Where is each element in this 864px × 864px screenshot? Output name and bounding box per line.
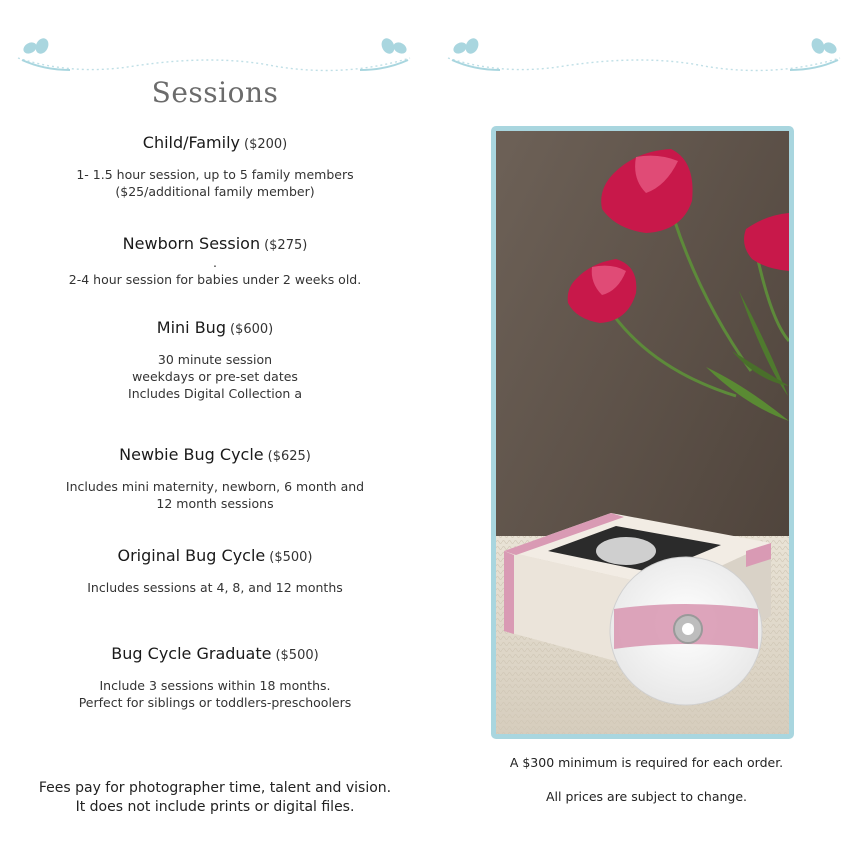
session-name: Newborn Session	[122, 234, 261, 253]
session-name: Original Bug Cycle	[117, 546, 266, 565]
session-description: Include 3 sessions within 18 months. Perfect for siblings or toddlers-preschoolers	[78, 678, 352, 710]
session-price: ($600)	[229, 322, 274, 337]
session-price: ($500)	[275, 648, 319, 663]
session-name: Bug Cycle Graduate	[111, 644, 272, 663]
session-price: ($500)	[269, 550, 313, 565]
sessions-column	[0, 0, 430, 864]
session-mini-bug	[0, 318, 430, 402]
session-description: 30 minute session weekdays or pre-set dates Includes Digital Collection a	[128, 352, 302, 401]
session-description: . 2-4 hour session for babies under 2 weeks old.	[68, 255, 362, 287]
session-newborn	[0, 234, 430, 288]
session-name: Newbie Bug Cycle	[119, 445, 264, 464]
minimum-order-note: A $300 minimum is required for each order.	[509, 755, 784, 770]
session-description: 1- 1.5 hour session, up to 5 family members ($25/additional family member)	[76, 167, 354, 199]
photo-disc	[610, 557, 762, 705]
session-child-family	[0, 133, 430, 200]
session-description: Includes sessions at 4, 8, and 12 months	[87, 580, 343, 595]
butterfly-icon	[451, 36, 480, 56]
session-newbie-bug-cycle	[0, 445, 430, 512]
session-original-bug-cycle	[0, 546, 430, 596]
price-change-note: All prices are subject to change.	[545, 789, 748, 804]
vine-divider-right	[444, 36, 846, 82]
product-photo	[491, 126, 794, 739]
fee-disclaimer: Fees pay for photographer time, talent and vision. It does not include prints or digital files.	[38, 780, 392, 815]
session-name: Child/Family	[142, 133, 240, 152]
page-title: Sessions	[151, 76, 279, 109]
butterfly-icon	[809, 36, 838, 56]
session-description: Includes mini maternity, newborn, 6 month and 12 month sessions	[65, 479, 365, 511]
session-price: ($200)	[244, 137, 288, 152]
session-name: Mini Bug	[156, 318, 226, 337]
session-price: ($275)	[264, 238, 308, 253]
session-price: ($625)	[267, 449, 311, 464]
session-bug-cycle-graduate	[0, 644, 430, 711]
